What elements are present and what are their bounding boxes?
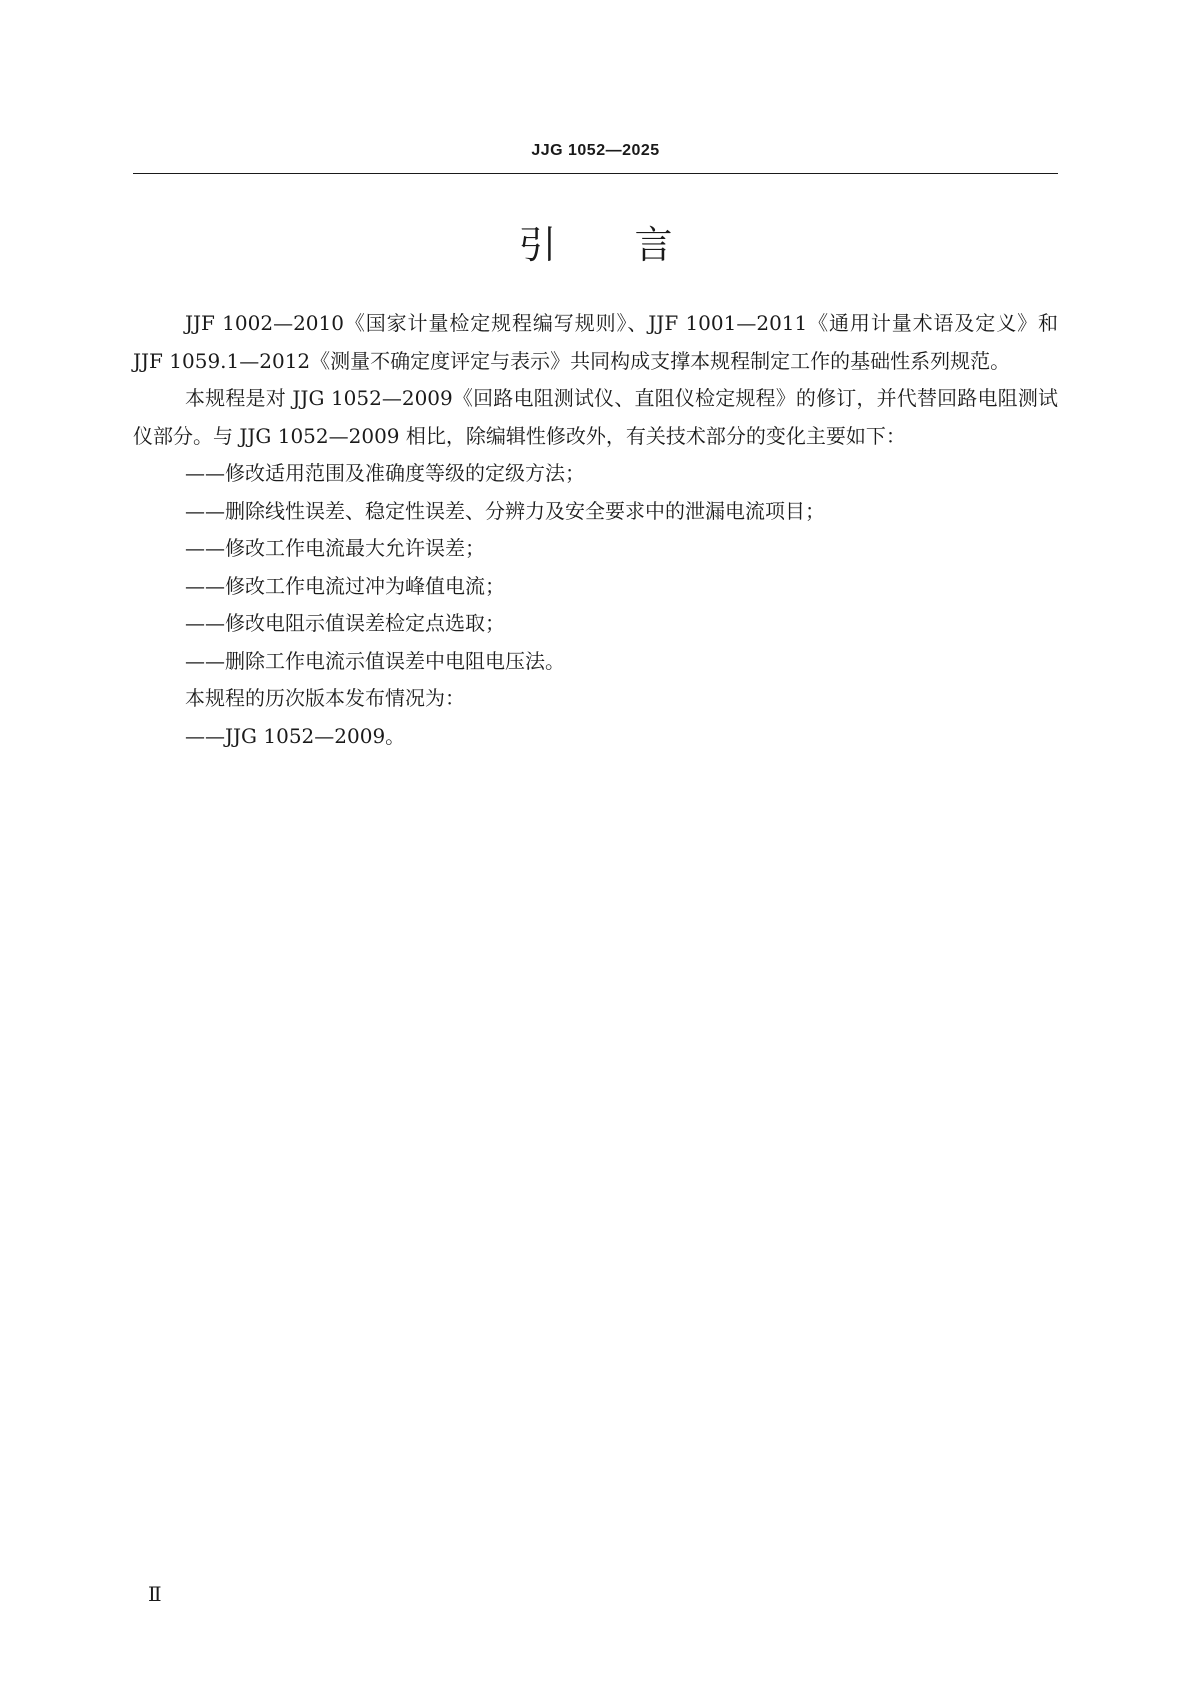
page-title: 引言	[518, 223, 751, 267]
paragraph-revision: 本规程是对 JJG 1052—2009《回路电阻测试仪、直阻仪检定规程》的修订，并代替回路电阻测试仪部分。与 JJG 1052—2009 相比，除编辑性修改外，有关技术部分的变化主要如下：	[133, 386, 1058, 448]
list-item: ——修改电阻示值误差检定点选取；	[185, 611, 505, 635]
page-number: Ⅱ	[148, 1582, 162, 1606]
standard-code-header: JJG 1052—2025	[531, 142, 660, 159]
document-body	[133, 305, 1058, 755]
list-item: ——删除线性误差、稳定性误差、分辨力及安全要求中的泄漏电流项目；	[185, 498, 825, 523]
list-item: ——删除工作电流示值误差中电阻电压法。	[185, 648, 565, 673]
history-intro: 本规程的历次版本发布情况为：	[185, 686, 465, 710]
history-version-item: ——JJG 1052—2009。	[185, 723, 406, 748]
list-item: ——修改工作电流最大允许误差；	[185, 536, 485, 560]
list-item: ——修改工作电流过冲为峰值电流；	[185, 573, 505, 598]
header-divider	[133, 173, 1058, 174]
paragraph-basis: JJF 1002—2010《国家计量检定规程编写规则》、JJF 1001—2011《通用计量术语及定义》和 JJF 1059.1—2012《测量不确定度评定与表示》共同构成支撑本规程制定工作的基础性系列规范。	[133, 311, 1058, 373]
list-item: ——修改适用范围及准确度等级的定级方法；	[185, 461, 585, 485]
changes-list	[133, 455, 1058, 680]
